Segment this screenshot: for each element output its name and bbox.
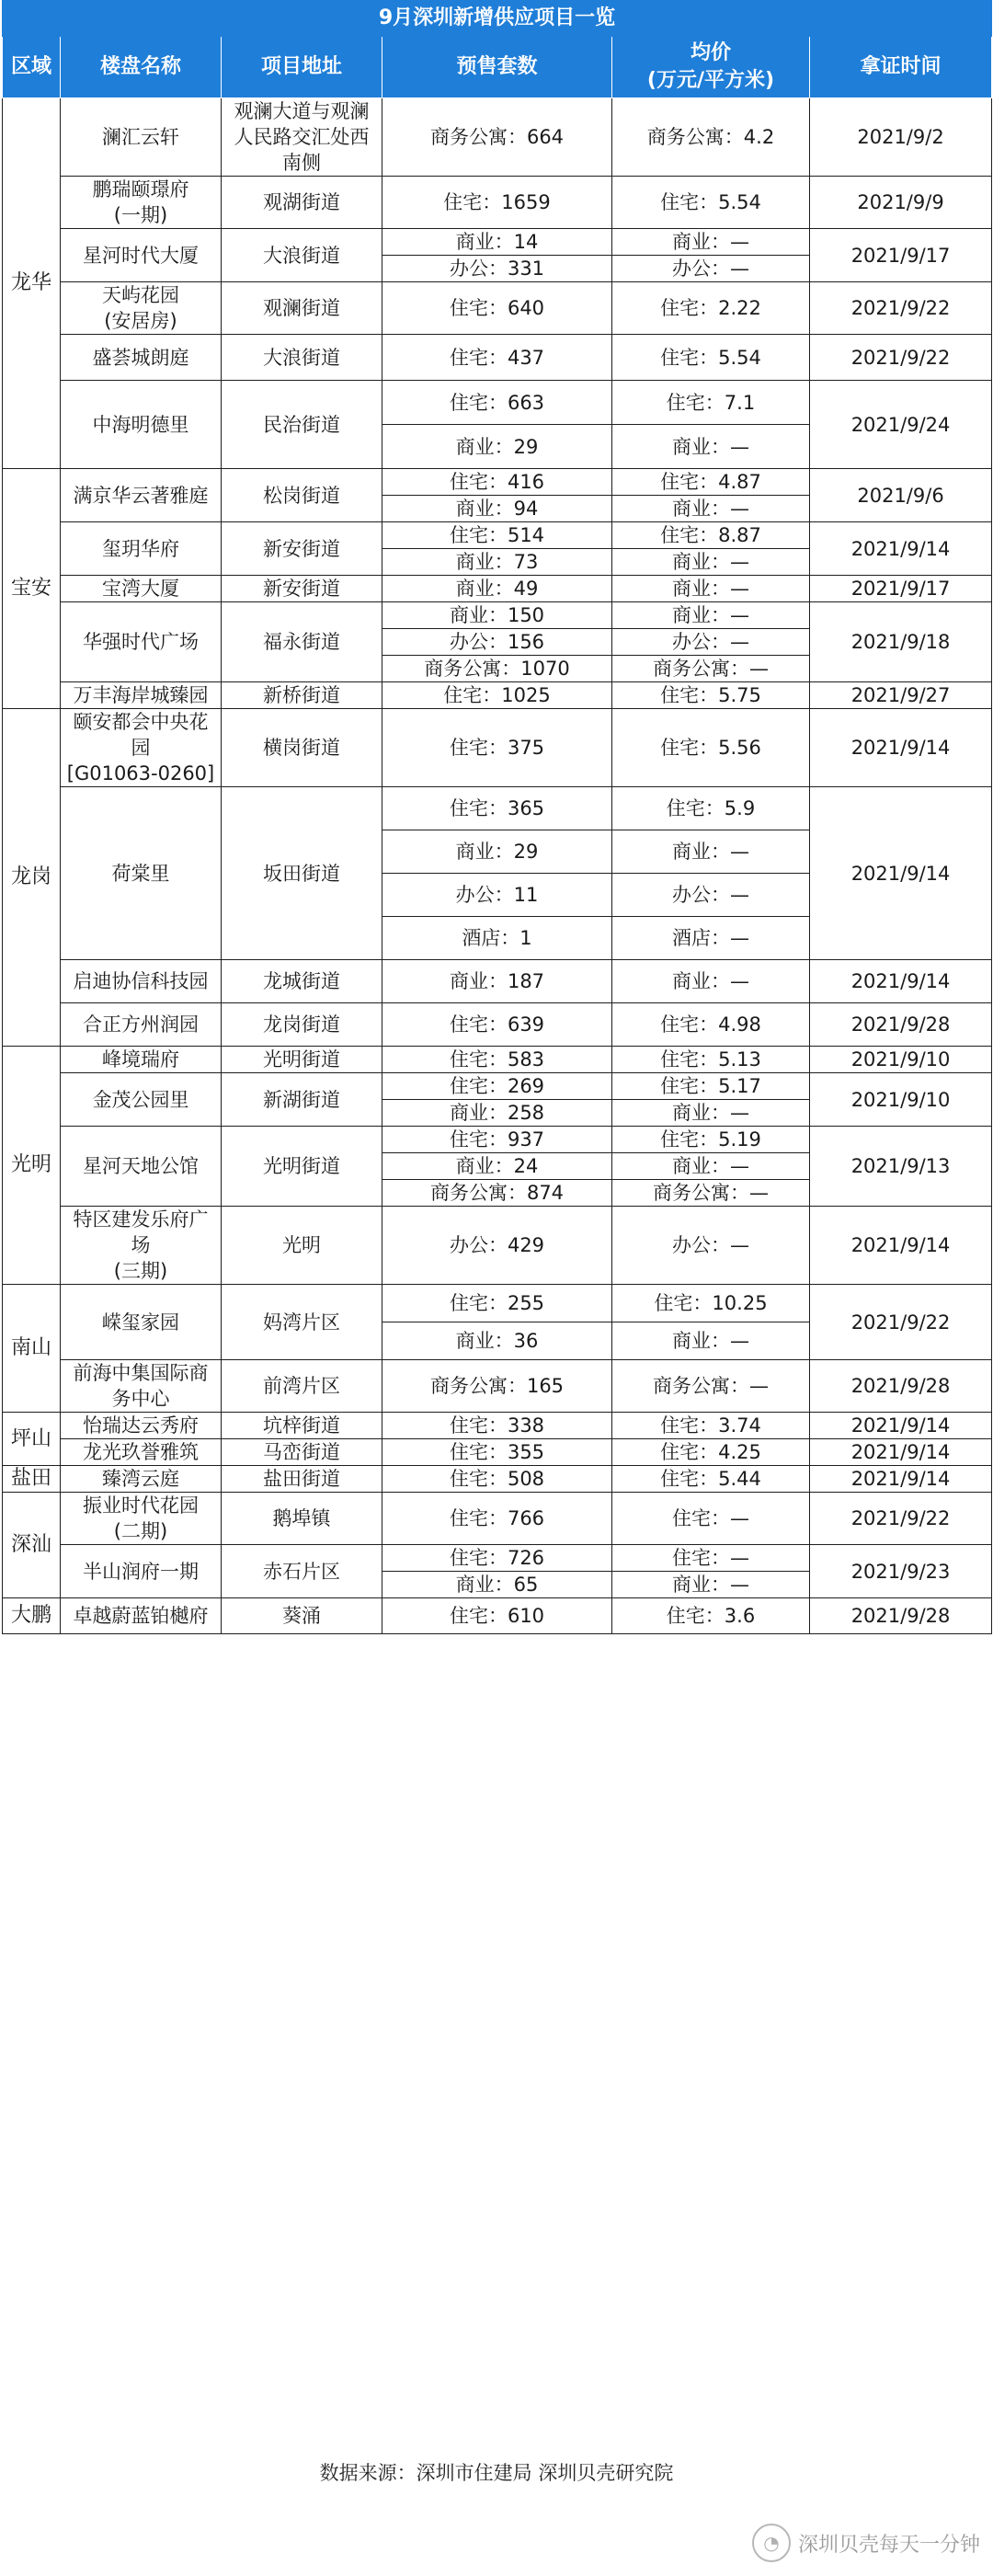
table-row [3, 787, 992, 830]
date-cell: 2021/9/14 [810, 1413, 992, 1439]
address-cell: 新安街道 [222, 522, 382, 576]
units-cell: 商业：94 [382, 496, 612, 522]
data-source: 数据来源：深圳市住建局 深圳贝壳研究院 [319, 2462, 674, 2484]
price-cell: 住宅：7.1 [612, 381, 810, 425]
units-cell: 商业：49 [382, 576, 612, 602]
address-cell: 坂田街道 [222, 787, 382, 960]
price-cell: 商业：— [612, 425, 810, 469]
project-name-cell: 振业时代花园 (二期) [61, 1493, 222, 1545]
header-date: 拿证时间 [810, 37, 992, 98]
table-row [3, 1493, 992, 1545]
price-cell: 住宅：— [612, 1493, 810, 1545]
date-cell: 2021/9/23 [810, 1545, 992, 1598]
table-row [3, 1413, 992, 1439]
project-name-cell: 荷棠里 [61, 787, 222, 960]
date-cell: 2021/9/9 [810, 177, 992, 229]
project-name-cell: 宝湾大厦 [61, 576, 222, 602]
units-cell: 商业：73 [382, 549, 612, 576]
units-cell: 商务公寓：1070 [382, 656, 612, 682]
price-cell: 住宅：5.19 [612, 1127, 810, 1153]
units-cell: 住宅：355 [382, 1439, 612, 1466]
price-cell: 住宅：8.87 [612, 522, 810, 549]
price-cell: 住宅：4.87 [612, 469, 810, 496]
district-cell: 大鹏 [3, 1598, 61, 1634]
price-cell: 商业：— [612, 576, 810, 602]
project-name-cell: 中海明德里 [61, 381, 222, 469]
date-cell: 2021/9/28 [810, 1360, 992, 1413]
district-cell: 宝安 [3, 469, 61, 709]
table-row [3, 960, 992, 1003]
supply-table [2, 0, 992, 1634]
project-name-cell: 启迪协信科技园 [61, 960, 222, 1003]
project-name-cell: 玺玥华府 [61, 522, 222, 576]
table-row [3, 469, 992, 496]
price-cell: 商业：— [612, 602, 810, 629]
table-row [3, 1466, 992, 1493]
price-cell: 住宅：3.74 [612, 1413, 810, 1439]
project-name-cell: 鹏瑞颐璟府 (一期) [61, 177, 222, 229]
table-title-row [3, 1, 992, 37]
units-cell: 住宅：375 [382, 709, 612, 787]
units-cell: 商业：29 [382, 830, 612, 874]
date-cell: 2021/9/17 [810, 576, 992, 602]
district-cell: 龙岗 [3, 709, 61, 1047]
price-cell: 住宅：— [612, 1545, 810, 1572]
project-name-cell: 金茂公园里 [61, 1073, 222, 1127]
table-row [3, 522, 992, 549]
project-name-cell: 合正方州润园 [61, 1003, 222, 1047]
table-row [3, 98, 992, 177]
table-row [3, 1047, 992, 1073]
header-district: 区域 [3, 37, 61, 98]
units-cell: 住宅：937 [382, 1127, 612, 1153]
price-cell: 商务公寓：— [612, 1180, 810, 1207]
price-cell: 商务公寓：4.2 [612, 98, 810, 177]
units-cell: 住宅：663 [382, 381, 612, 425]
price-cell: 办公：— [612, 256, 810, 282]
header-address: 项目地址 [222, 37, 382, 98]
project-name-cell: 半山润府一期 [61, 1545, 222, 1598]
address-cell: 马峦街道 [222, 1439, 382, 1466]
units-cell: 商务公寓：165 [382, 1360, 612, 1413]
date-cell: 2021/9/22 [810, 1285, 992, 1360]
header-units: 预售套数 [382, 37, 612, 98]
date-cell: 2021/9/14 [810, 960, 992, 1003]
address-cell: 民治街道 [222, 381, 382, 469]
project-name-cell: 星河天地公馆 [61, 1127, 222, 1207]
date-cell: 2021/9/2 [810, 98, 992, 177]
price-cell: 住宅：3.6 [612, 1598, 810, 1634]
table-row [3, 1439, 992, 1466]
units-cell: 商业：14 [382, 229, 612, 256]
address-cell: 横岗街道 [222, 709, 382, 787]
table-row [3, 1360, 992, 1413]
units-cell: 住宅：437 [382, 335, 612, 381]
units-cell: 住宅：416 [382, 469, 612, 496]
address-cell: 坑梓街道 [222, 1413, 382, 1439]
units-cell: 住宅：508 [382, 1466, 612, 1493]
price-cell: 商业：— [612, 1100, 810, 1127]
table-row [3, 1073, 992, 1100]
units-cell: 商务公寓：874 [382, 1180, 612, 1207]
units-cell: 商业：24 [382, 1153, 612, 1180]
project-name-cell: 华强时代广场 [61, 602, 222, 682]
project-name-cell: 万丰海岸城臻园 [61, 682, 222, 709]
project-name-cell: 峰境瑞府 [61, 1047, 222, 1073]
address-cell: 光明街道 [222, 1047, 382, 1073]
date-cell: 2021/9/10 [810, 1073, 992, 1127]
date-cell: 2021/9/27 [810, 682, 992, 709]
address-cell: 鹅埠镇 [222, 1493, 382, 1545]
date-cell: 2021/9/14 [810, 787, 992, 960]
price-cell: 商业：— [612, 549, 810, 576]
date-cell: 2021/9/6 [810, 469, 992, 522]
district-cell: 南山 [3, 1285, 61, 1413]
units-cell: 办公：11 [382, 874, 612, 917]
project-name-cell: 澜汇云轩 [61, 98, 222, 177]
district-cell: 光明 [3, 1047, 61, 1285]
price-cell: 商务公寓：— [612, 1360, 810, 1413]
address-cell: 龙岗街道 [222, 1003, 382, 1047]
price-cell: 商业：— [612, 1572, 810, 1598]
units-cell: 商业：150 [382, 602, 612, 629]
units-cell: 住宅：255 [382, 1285, 612, 1322]
wechat-icon: ◔ [752, 2524, 791, 2562]
units-cell: 住宅：514 [382, 522, 612, 549]
units-cell: 酒店：1 [382, 917, 612, 960]
project-name-cell: 星河时代大厦 [61, 229, 222, 282]
date-cell: 2021/9/22 [810, 1493, 992, 1545]
table-row [3, 1285, 992, 1322]
units-cell: 住宅：1025 [382, 682, 612, 709]
table-title: 9月深圳新增供应项目一览 [3, 1, 992, 37]
units-cell: 住宅：583 [382, 1047, 612, 1073]
project-name-cell: 盛荟城朗庭 [61, 335, 222, 381]
table-row [3, 1127, 992, 1153]
units-cell: 住宅：365 [382, 787, 612, 830]
price-cell: 住宅：5.75 [612, 682, 810, 709]
project-name-cell: 满京华云著雅庭 [61, 469, 222, 522]
price-cell: 住宅：5.9 [612, 787, 810, 830]
units-cell: 住宅：726 [382, 1545, 612, 1572]
price-cell: 办公：— [612, 1207, 810, 1285]
address-cell: 观澜街道 [222, 282, 382, 335]
price-cell: 商务公寓：— [612, 656, 810, 682]
units-cell: 商业：187 [382, 960, 612, 1003]
price-cell: 办公：— [612, 629, 810, 656]
date-cell: 2021/9/18 [810, 602, 992, 682]
price-cell: 商业：— [612, 960, 810, 1003]
date-cell: 2021/9/28 [810, 1598, 992, 1634]
price-cell: 住宅：5.56 [612, 709, 810, 787]
price-cell: 商业：— [612, 1153, 810, 1180]
date-cell: 2021/9/22 [810, 282, 992, 335]
date-cell: 2021/9/14 [810, 1207, 992, 1285]
project-name-cell: 前海中集国际商务中心 [61, 1360, 222, 1413]
units-cell: 商业：65 [382, 1572, 612, 1598]
date-cell: 2021/9/14 [810, 1466, 992, 1493]
date-cell: 2021/9/13 [810, 1127, 992, 1207]
date-cell: 2021/9/10 [810, 1047, 992, 1073]
table-row [3, 602, 992, 629]
price-cell: 商业：— [612, 496, 810, 522]
address-cell: 前湾片区 [222, 1360, 382, 1413]
table-row [3, 1598, 992, 1634]
project-name-cell: 怡瑞达云秀府 [61, 1413, 222, 1439]
units-cell: 办公：331 [382, 256, 612, 282]
units-cell: 商业：29 [382, 425, 612, 469]
units-cell: 住宅：610 [382, 1598, 612, 1634]
price-cell: 住宅：5.17 [612, 1073, 810, 1100]
project-name-cell: 龙光玖誉雅筑 [61, 1439, 222, 1466]
date-cell: 2021/9/14 [810, 709, 992, 787]
units-cell: 住宅：639 [382, 1003, 612, 1047]
address-cell: 葵涌 [222, 1598, 382, 1634]
price-cell: 住宅：5.13 [612, 1047, 810, 1073]
address-cell: 观澜大道与观澜人民路交汇处西南侧 [222, 98, 382, 177]
units-cell: 办公：429 [382, 1207, 612, 1285]
units-cell: 商务公寓：664 [382, 98, 612, 177]
date-cell: 2021/9/22 [810, 335, 992, 381]
units-cell: 办公：156 [382, 629, 612, 656]
address-cell: 大浪街道 [222, 229, 382, 282]
district-cell: 坪山 [3, 1413, 61, 1466]
address-cell: 光明街道 [222, 1127, 382, 1207]
table-row [3, 282, 992, 335]
price-cell: 住宅：5.54 [612, 335, 810, 381]
table-row [3, 335, 992, 381]
header-price: 均价 (万元/平方米) [612, 37, 810, 98]
price-cell: 商业：— [612, 1322, 810, 1360]
price-cell: 商业：— [612, 229, 810, 256]
header-project-name: 楼盘名称 [61, 37, 222, 98]
price-cell: 商业：— [612, 830, 810, 874]
price-cell: 酒店：— [612, 917, 810, 960]
address-cell: 光明 [222, 1207, 382, 1285]
project-name-cell: 卓越蔚蓝铂樾府 [61, 1598, 222, 1634]
table-row [3, 682, 992, 709]
address-cell: 龙城街道 [222, 960, 382, 1003]
units-cell: 商业：258 [382, 1100, 612, 1127]
price-cell: 住宅：5.44 [612, 1466, 810, 1493]
district-cell: 盐田 [3, 1466, 61, 1493]
table-row [3, 709, 992, 787]
date-cell: 2021/9/28 [810, 1003, 992, 1047]
project-name-cell: 特区建发乐府广场 (三期) [61, 1207, 222, 1285]
date-cell: 2021/9/14 [810, 1439, 992, 1466]
project-name-cell: 颐安都会中央花园 [G01063-0260] [61, 709, 222, 787]
address-cell: 观湖街道 [222, 177, 382, 229]
units-cell: 商业：36 [382, 1322, 612, 1360]
watermark-text: 深圳贝壳每天一分钟 [797, 2533, 980, 2557]
address-cell: 新湖街道 [222, 1073, 382, 1127]
price-cell: 办公：— [612, 874, 810, 917]
price-cell: 住宅：10.25 [612, 1285, 810, 1322]
address-cell: 福永街道 [222, 602, 382, 682]
project-name-cell: 天屿花园 (安居房) [61, 282, 222, 335]
district-cell: 龙华 [3, 98, 61, 469]
address-cell: 新桥街道 [222, 682, 382, 709]
table-row [3, 1003, 992, 1047]
address-cell: 盐田街道 [222, 1466, 382, 1493]
date-cell: 2021/9/14 [810, 522, 992, 576]
price-cell: 住宅：2.22 [612, 282, 810, 335]
project-name-cell: 臻湾云庭 [61, 1466, 222, 1493]
address-cell: 妈湾片区 [222, 1285, 382, 1360]
price-cell: 住宅：5.54 [612, 177, 810, 229]
table-row [3, 1545, 992, 1572]
project-name-cell: 嵘玺家园 [61, 1285, 222, 1360]
table-row [3, 576, 992, 602]
table-row [3, 177, 992, 229]
table-row [3, 229, 992, 256]
units-cell: 住宅：338 [382, 1413, 612, 1439]
date-cell: 2021/9/24 [810, 381, 992, 469]
date-cell: 2021/9/17 [810, 229, 992, 282]
district-cell: 深汕 [3, 1493, 61, 1598]
units-cell: 住宅：1659 [382, 177, 612, 229]
watermark [752, 2520, 980, 2566]
units-cell: 住宅：766 [382, 1493, 612, 1545]
address-cell: 大浪街道 [222, 335, 382, 381]
price-cell: 住宅：4.25 [612, 1439, 810, 1466]
table-row [3, 1207, 992, 1285]
price-cell: 住宅：4.98 [612, 1003, 810, 1047]
address-cell: 赤石片区 [222, 1545, 382, 1598]
table-row [3, 381, 992, 425]
units-cell: 住宅：640 [382, 282, 612, 335]
address-cell: 松岗街道 [222, 469, 382, 522]
header-row [3, 37, 992, 98]
address-cell: 新安街道 [222, 576, 382, 602]
units-cell: 住宅：269 [382, 1073, 612, 1100]
